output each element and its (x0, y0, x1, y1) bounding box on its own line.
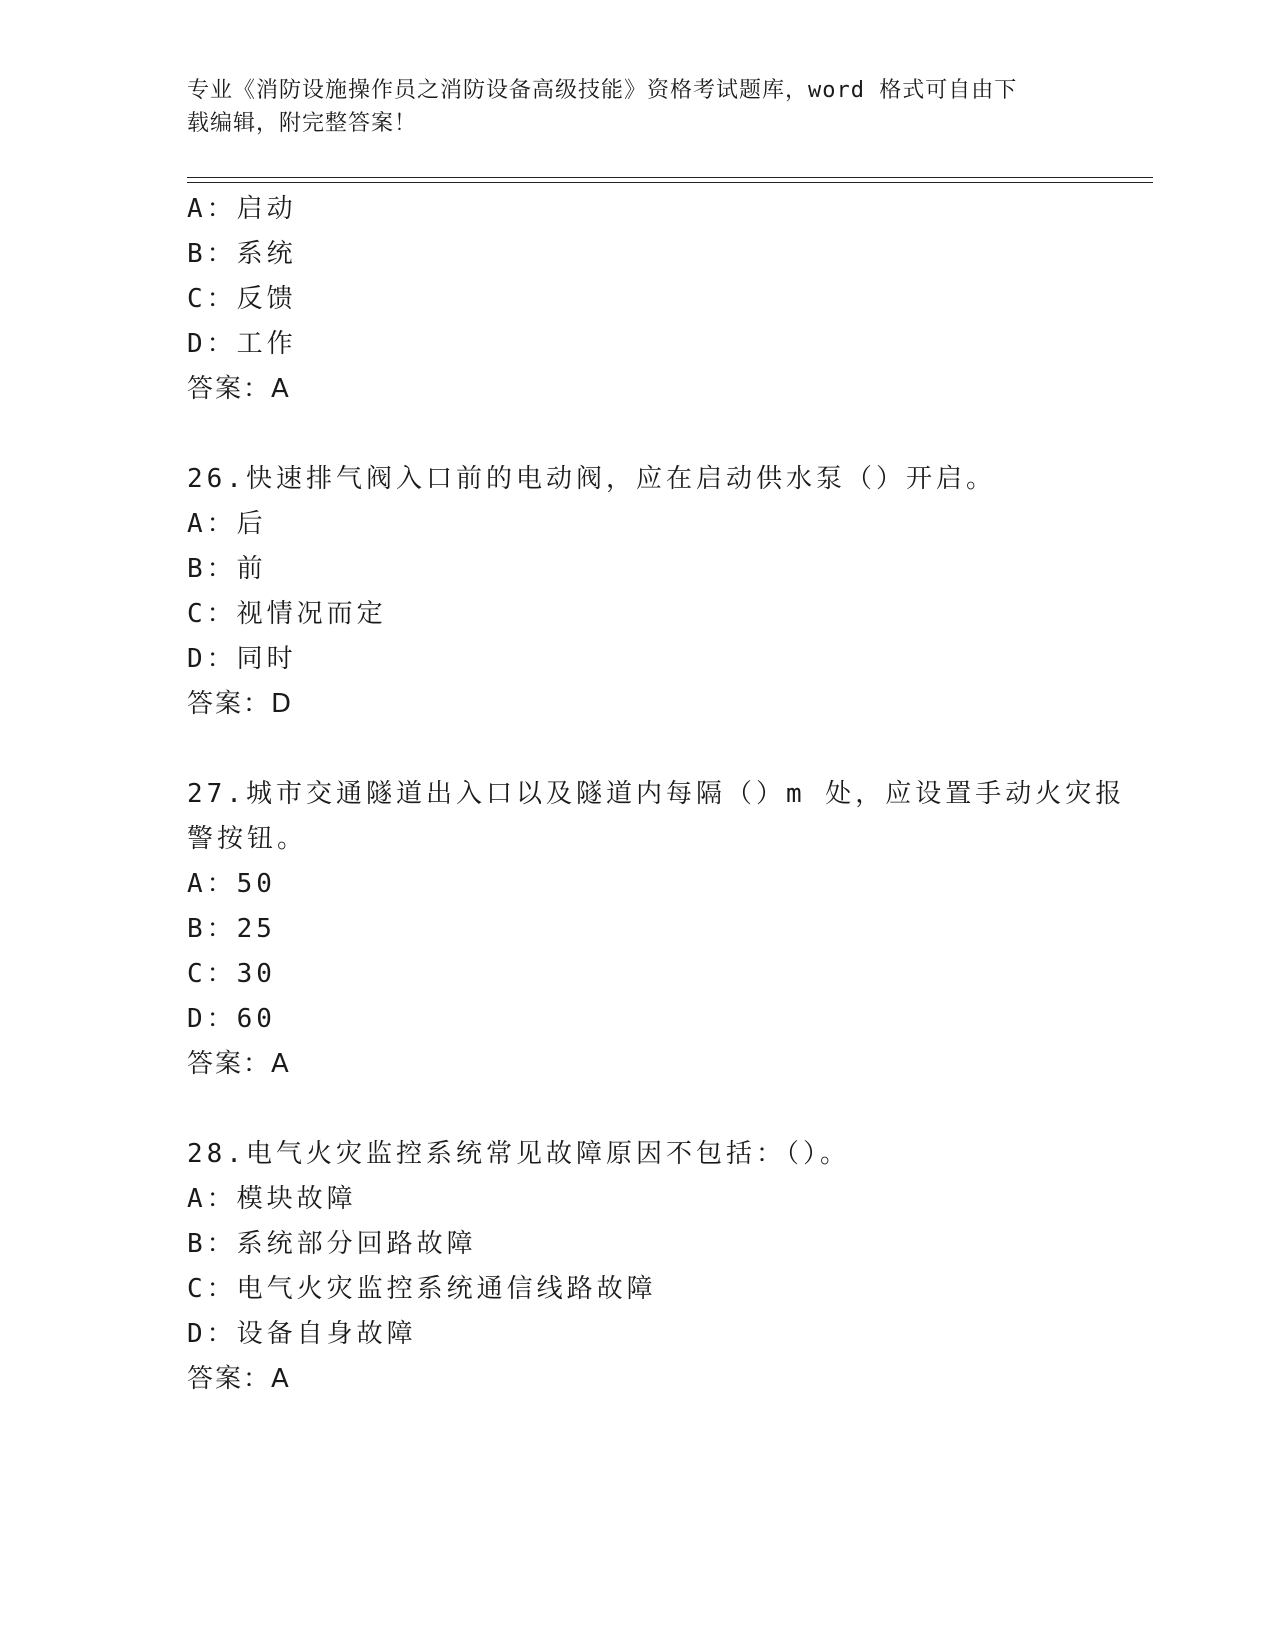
q26-answer: 答案：D (187, 689, 294, 719)
header-divider-bottom (187, 182, 1153, 183)
q26-stem: 26.快速排气阀入口前的电动阀，应在启动供水泵（）开启。 (187, 464, 996, 494)
q27-stem-line-2: 警按钮。 (187, 824, 308, 854)
q27-option-c: C：30 (187, 959, 276, 989)
q25-option-c: C：反馈 (187, 284, 297, 314)
q28-option-a: A：模块故障 (187, 1184, 357, 1214)
q27-option-a: A：50 (187, 869, 276, 899)
q25-answer: 答案：A (187, 374, 291, 404)
q27-answer: 答案：A (187, 1049, 291, 1079)
q25-option-a: A：启动 (187, 194, 297, 224)
header-divider-top (187, 177, 1153, 178)
q26-option-d: D：同时 (187, 644, 297, 674)
q27-option-b: B：25 (187, 914, 276, 944)
q28-option-c: C：电气火灾监控系统通信线路故障 (187, 1274, 657, 1304)
q25-option-d: D：工作 (187, 329, 297, 359)
header-line-2: 载编辑，附完整答案！ (187, 111, 418, 136)
q28-option-d: D：设备自身故障 (187, 1319, 417, 1349)
header-line-1: 专业《消防设施操作员之消防设备高级技能》资格考试题库，word 格式可自由下 (187, 78, 1018, 103)
document-header (187, 74, 1067, 140)
q28-option-b: B：系统部分回路故障 (187, 1229, 477, 1259)
q26-option-a: A：后 (187, 509, 267, 539)
q26-option-c: C：视情况而定 (187, 599, 387, 629)
q27-stem-line-1: 27.城市交通隧道出入口以及隧道内每隔（）m 处，应设置手动火灾报 (187, 779, 1126, 809)
q27-option-d: D：60 (187, 1004, 276, 1034)
q28-answer: 答案：A (187, 1364, 291, 1394)
q25-option-b: B：系统 (187, 239, 297, 269)
q28-stem: 28.电气火灾监控系统常见故障原因不包括：（）。 (187, 1139, 850, 1169)
q26-option-b: B：前 (187, 554, 267, 584)
